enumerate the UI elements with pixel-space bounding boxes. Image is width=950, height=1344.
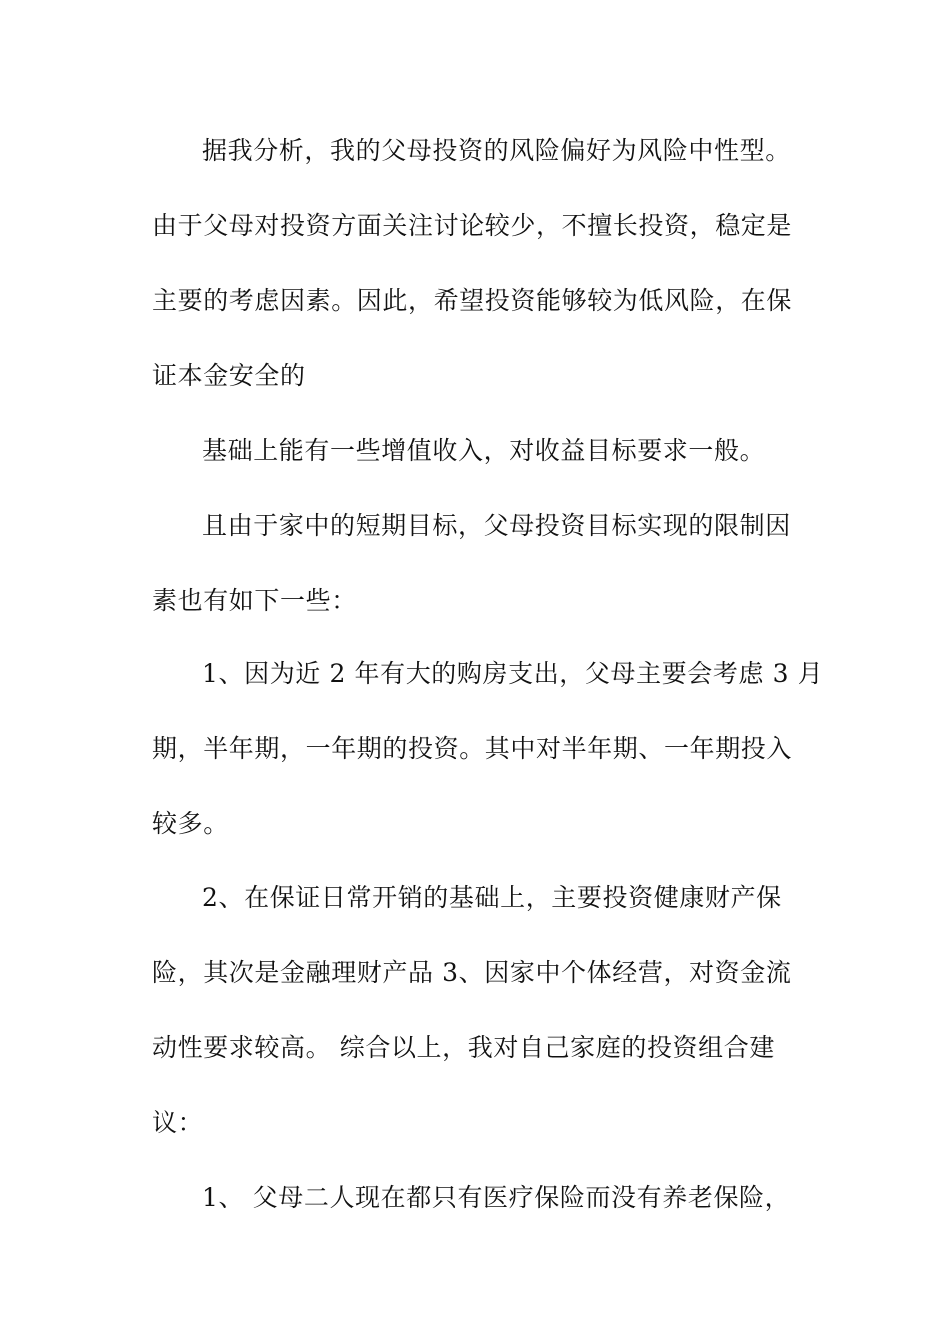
paragraph-line: 较多。 xyxy=(152,809,229,838)
paragraph-line: 据我分析，我的父母投资的风险偏好为风险中性型。 xyxy=(202,136,791,165)
paragraph-line: 期，半年期，一年期的投资。其中对半年期、一年期投入 xyxy=(152,734,793,763)
paragraph-line: 素也有如下一些： xyxy=(152,586,357,615)
paragraph-line: 2、在保证日常开销的基础上，主要投资健康财产保 xyxy=(202,883,782,912)
paragraph-line: 主要的考虑因素。因此，希望投资能够较为低风险，在保 xyxy=(152,286,793,315)
paragraph-line: 动性要求较高。 综合以上，我对自己家庭的投资组合建 xyxy=(152,1033,775,1062)
paragraph-line: 且由于家中的短期目标，父母投资目标实现的限制因 xyxy=(202,511,791,540)
paragraph-line: 由于父母对投资方面关注讨论较少，不擅长投资，稳定是 xyxy=(152,211,793,240)
paragraph-line: 1、 父母二人现在都只有医疗保险而没有养老保险， xyxy=(202,1183,791,1212)
paragraph-line: 基础上能有一些增值收入，对收益目标要求一般。 xyxy=(202,436,766,465)
paragraph-line: 证本金安全的 xyxy=(152,361,306,390)
paragraph-line: 1、因为近 2 年有大的购房支出，父母主要会考虑 3 月 xyxy=(202,659,824,688)
paragraph-line: 议： xyxy=(152,1108,204,1137)
paragraph-line: 险，其次是金融理财产品 3、因家中个体经营，对资金流 xyxy=(152,958,792,987)
